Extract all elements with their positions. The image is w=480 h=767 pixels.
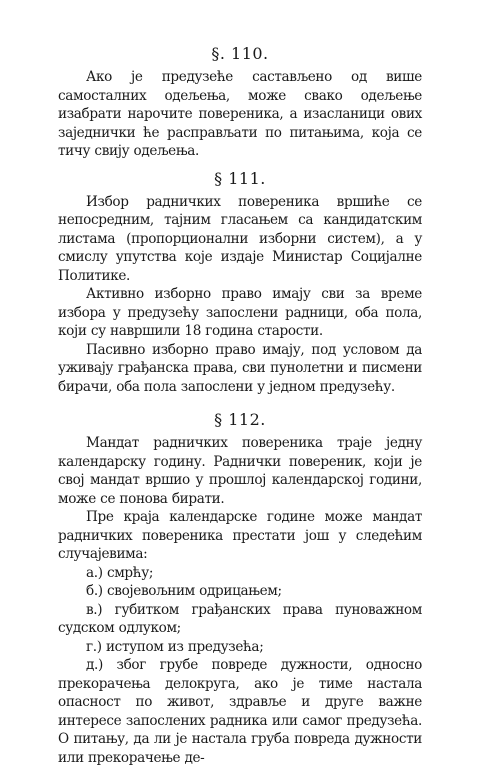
- list-item: д.) због грубе повреде дужности, односно прекорачења делокруга, ако је тиме настала опасност по живот, здравље и друге важне интересе запослених радника или самог предузећа. О питању, да ли је настала груба повреда дужности или прекорачење де-: [58, 657, 422, 766]
- list-item: в.) губитком грађанских права пуноважном судском одлуком;: [58, 601, 422, 636]
- paragraph: Избор радничких повереника вршиће се непосредним, тајним гласањем са кандидатским листама (пропорционални изборни систем), а у смислу упутства које издаје Министар Социјалне Политике.: [58, 193, 422, 284]
- paragraph: Мандат радничких повереника траје једну календарску годину. Раднички повереник, који је свој мандат вршио у прошлој календарској години, може се понова бирати.: [58, 435, 422, 507]
- section-heading-110: §. 110.: [211, 44, 269, 63]
- paragraph: Пасивно изборно право имају, под условом да уживају грађанска права, сви пунолетни и писмени бирачи, оба пола запослени у једном предузећу.: [58, 341, 422, 395]
- section-heading-112: § 112.: [214, 410, 266, 429]
- paragraph: Пре краја календарске године може мандат радничких повереника престати још у следећим случајевима:: [58, 509, 422, 562]
- section-heading-111: § 111.: [214, 168, 266, 188]
- paragraph: Активно изборно право имају сви за време избора у предузећу запослени радници, оба пола, који су навршили 18 година старости.: [58, 286, 422, 339]
- list-item: а.) смрћу;: [86, 564, 154, 581]
- list-item: г.) иступом из предузећа;: [86, 638, 264, 655]
- paragraph: Ако је предузеће састављено од више самосталних одељења, може свако одељење изабрати нарочите повереника, а изасланици ових заједнички ће расправљати по питањима, која се тичу свију одељења.: [58, 69, 422, 159]
- list-item: б.) својевољним одрицањем;: [86, 583, 282, 599]
